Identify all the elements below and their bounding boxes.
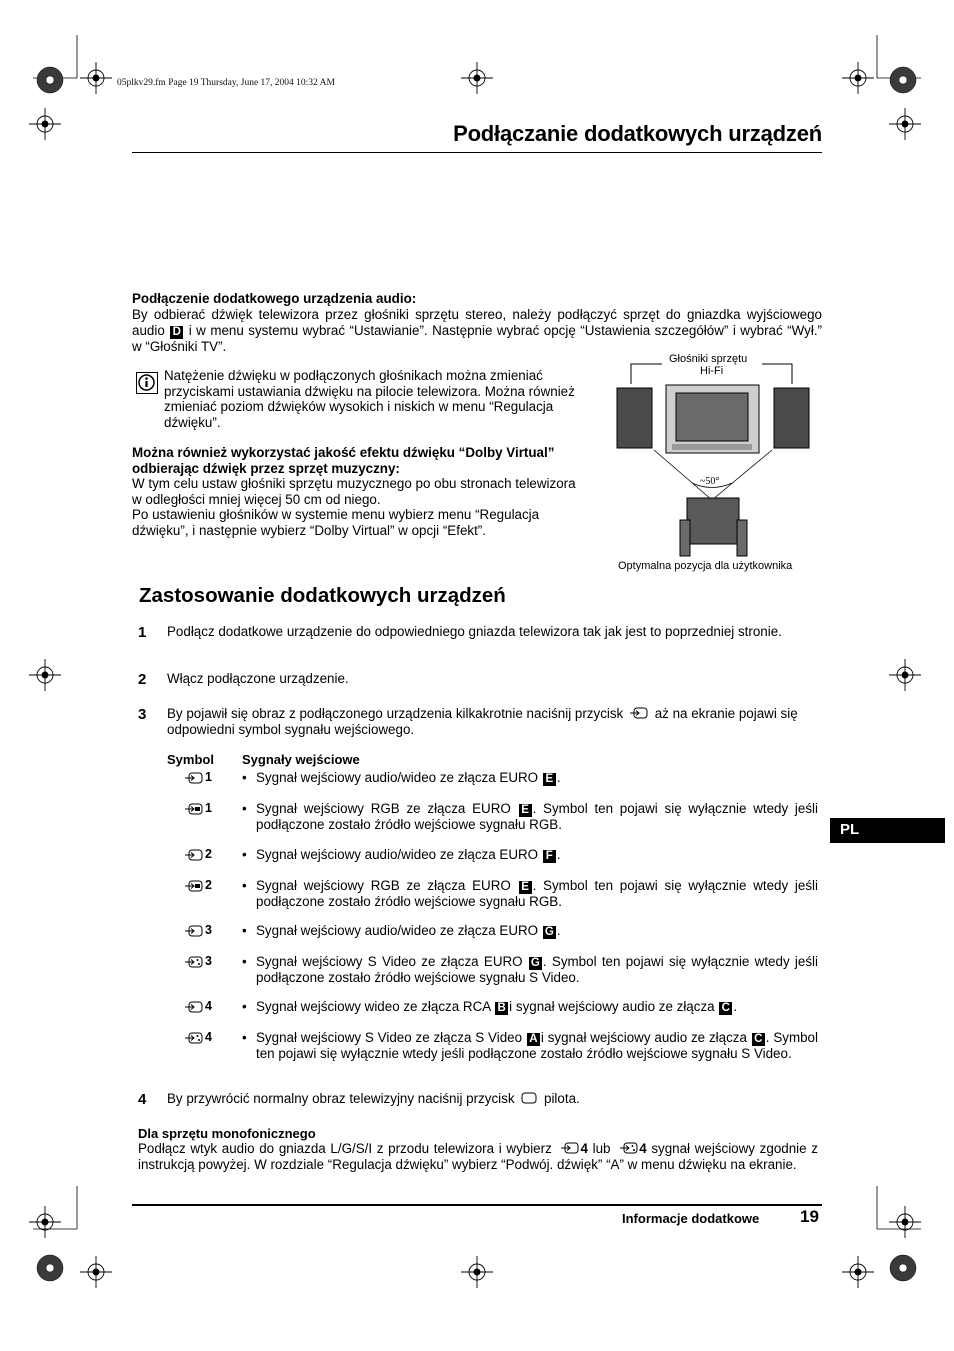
- jack-badge: F: [543, 850, 556, 863]
- av-input-icon: [560, 1142, 580, 1154]
- bullet: •: [242, 770, 247, 785]
- signal-text-b: i sygnał wejściowy audio ze złącza: [509, 999, 715, 1014]
- signal-text-a: Sygnał wejściowy S Video ze złącza EURO: [256, 954, 523, 969]
- dolby-heading: Można również wykorzystać jakość efektu dźwięku “Dolby Virtual” odbierając dźwięk przez sprzęt muzyczny:: [132, 445, 555, 476]
- signal-text-a: Sygnał wejściowy wideo ze złącza RCA: [256, 999, 491, 1014]
- signal-symbol-number: 2: [205, 878, 212, 892]
- signal-symbol: [184, 999, 214, 1015]
- signal-description: [256, 999, 818, 1015]
- signal-symbol: [184, 878, 214, 894]
- signal-description: [256, 1030, 818, 1062]
- figure-label-speakers-2: Hi-Fi: [700, 365, 724, 377]
- bullet: •: [242, 1030, 247, 1045]
- signal-symbol: [184, 1030, 214, 1046]
- signal-text-b: . Symbol ten pojawi się wyłącznie wtedy jeśli podłączone zostało źródło wejściowe sygnału RGB.: [256, 878, 818, 909]
- jack-badge: A: [527, 1033, 540, 1046]
- speaker-placement-figure: [612, 352, 817, 562]
- dolby-text-1: W tym celu ustaw głośniki sprzętu muzycznego po obu stronach telewizora w odległości mniej więcej 50 cm od niego.: [132, 476, 576, 507]
- signal-text-a: Sygnał wejściowy audio/wideo ze złącza EURO: [256, 770, 539, 785]
- jack-badge-2: C: [719, 1002, 732, 1015]
- mono-num-1: 4: [580, 1141, 588, 1156]
- bullet: •: [242, 878, 247, 893]
- mono-lub: lub: [592, 1141, 611, 1156]
- signal-description: [256, 847, 818, 863]
- signal-symbol-number: 4: [205, 999, 212, 1013]
- signal-symbol-number: 3: [205, 923, 212, 937]
- signal-text-b: i sygnał wejściowy audio ze złącza: [540, 1030, 747, 1045]
- signal-text-a: Sygnał wejściowy audio/wideo ze złącza EURO: [256, 923, 539, 938]
- svideo-input-icon: [184, 1032, 204, 1044]
- jack-badge: E: [543, 773, 556, 786]
- jack-d-badge: D: [170, 326, 183, 339]
- signal-text-b: . Symbol ten pojawi się wyłącznie wtedy jeśli podłączone zostało źródło wejściowe sygnału RGB.: [256, 801, 818, 832]
- signal-text-b: .: [556, 923, 561, 938]
- audio-paragraph-text-b: i w menu systemu wybrać “Ustawianie”. Następnie wybrać opcję “Ustawienia szczegółów” i wybrać “Wył.” w “Głośniki TV”.: [132, 322, 822, 354]
- mono-text-a: Podłącz wtyk audio do gniazda L/G/S/I z przodu telewizora i wybierz: [138, 1141, 552, 1156]
- figure-angle-label: ~50°: [700, 476, 720, 487]
- signal-text-b: . Symbol ten pojawi się wyłącznie wtedy jeśli podłączone zostało źródło wejściowe sygnału S Video.: [256, 954, 818, 985]
- page-number: 19: [800, 1207, 819, 1226]
- svideo-input-icon: [619, 1142, 639, 1154]
- bullet: •: [242, 999, 247, 1014]
- step-3-text-a: By pojawił się obraz z podłączonego urządzenia kilkakrotnie naciśnij przycisk: [167, 706, 624, 721]
- audio-paragraph: [132, 307, 822, 354]
- bullet: •: [242, 801, 247, 816]
- viewer-chair: [687, 498, 739, 544]
- signal-text-a: Sygnał wejściowy RGB ze złącza EURO: [256, 801, 511, 816]
- rgb-input-icon: [184, 880, 204, 892]
- footer-section-label: Informacje dodatkowe: [622, 1211, 760, 1226]
- signal-symbol-number: 1: [205, 770, 212, 784]
- jack-badge: G: [529, 957, 542, 970]
- figure-caption: Optymalna pozycja dla użytkownika: [618, 560, 793, 572]
- info-icon: [136, 372, 158, 394]
- tv-icon: [520, 1092, 538, 1104]
- step-3-number: 3: [138, 706, 147, 723]
- mono-num-2: 4: [639, 1141, 647, 1156]
- signal-description: [256, 801, 818, 833]
- step-1-text: Podłącz dodatkowe urządzenie do odpowiedniego gniazda telewizora tak jak jest to poprzedniej stronie.: [167, 624, 782, 639]
- signal-text-b: .: [556, 847, 561, 862]
- signal-symbol: [184, 801, 214, 817]
- step-1-number: 1: [138, 624, 147, 641]
- bullet: •: [242, 923, 247, 938]
- dolby-text-2: Po ustawieniu głośników w systemie menu wybierz menu “Regulacja dźwięku”, i następnie wybierz “Dolby Virtual” w opcji “Efekt”.: [132, 507, 540, 538]
- jack-badge: B: [495, 1002, 508, 1015]
- table-head-symbol: Symbol: [167, 752, 214, 767]
- signal-symbol-number: 1: [205, 801, 212, 815]
- av-input-icon: [184, 849, 204, 861]
- footer-rule: [132, 1204, 822, 1206]
- signal-description: [256, 770, 818, 786]
- bullet: •: [242, 847, 247, 862]
- left-speaker: [617, 388, 652, 448]
- signal-symbol: [184, 954, 214, 970]
- signal-symbol: [184, 770, 214, 786]
- figure-label-speakers-1: Głośniki sprzętu: [669, 353, 748, 365]
- rgb-input-icon: [184, 803, 204, 815]
- av-input-icon: [184, 1001, 204, 1013]
- step-2-number: 2: [138, 671, 147, 688]
- page-title: Podłączanie dodatkowych urządzeń: [453, 121, 822, 146]
- av-input-icon: [184, 925, 204, 937]
- signal-symbol-number: 3: [205, 954, 212, 968]
- table-head-signals: Sygnały wejściowe: [242, 752, 360, 767]
- input-select-icon: [629, 707, 649, 719]
- mono-text: [138, 1141, 818, 1172]
- svideo-input-icon: [184, 956, 204, 968]
- av-input-icon: [184, 772, 204, 784]
- mono-heading: Dla sprzętu monofonicznego: [138, 1126, 316, 1141]
- header-rule: [132, 152, 822, 153]
- jack-badge: E: [519, 804, 532, 817]
- signal-text-a: Sygnał wejściowy audio/wideo ze złącza EURO: [256, 847, 539, 862]
- step-4-text-b: pilota.: [544, 1091, 580, 1106]
- jack-badge-2: C: [752, 1033, 765, 1046]
- note-text: Natężenie dźwięku w podłączonych głośnikach można zmieniać przyciskami ustawiania dźwięku na pilocie telewizora. Można również zmieniać poziom dźwięków wysokich i niskich w menu “Regulacja dźwięku”.: [164, 368, 575, 430]
- signal-text-c: . Symbol ten pojawi się wyłącznie wtedy jeśli podłączone zostało źródło wejściowe sygnału S Video.: [256, 1030, 818, 1061]
- step-4-text: [167, 1091, 818, 1107]
- signal-text-a: Sygnał wejściowy S Video ze złącza S Video: [256, 1030, 523, 1045]
- step-3-text-b: aż na ekranie pojawi się odpowiedni symbol sygnału wejściowego.: [167, 706, 798, 737]
- audio-heading: Podłączenie dodatkowego urządzenia audio:: [132, 291, 417, 306]
- signal-text-c: .: [733, 999, 738, 1014]
- jack-badge: E: [519, 881, 532, 894]
- step-4-text-a: By przywrócić normalny obraz telewizyjny naciśnij przycisk: [167, 1091, 515, 1106]
- audio-paragraph-text-a: By odbierać dźwięk telewizora przez głośniki sprzętu stereo, należy podłączyć sprzęt do gniazdka wyjściowego audio: [132, 307, 822, 338]
- jack-badge: G: [543, 926, 556, 939]
- signal-symbol: [184, 847, 214, 863]
- step-2-text: Włącz podłączone urządzenie.: [167, 671, 349, 686]
- signal-description: [256, 923, 818, 939]
- right-speaker: [774, 388, 809, 448]
- signal-text-a: Sygnał wejściowy RGB ze złącza EURO: [256, 878, 511, 893]
- step-3-text: [167, 706, 818, 737]
- signal-description: [256, 954, 818, 986]
- file-slug: 05plkv29.fm Page 19 Thursday, June 17, 2004 10:32 AM: [117, 78, 335, 88]
- signal-symbol-number: 4: [205, 1030, 212, 1044]
- signal-symbol-number: 2: [205, 847, 212, 861]
- signal-text-b: .: [556, 770, 561, 785]
- step-4-number: 4: [138, 1091, 147, 1108]
- language-tab-label: PL: [840, 821, 860, 838]
- bullet: •: [242, 954, 247, 969]
- section-heading: Zastosowanie dodatkowych urządzeń: [139, 584, 506, 607]
- signal-description: [256, 878, 818, 910]
- signal-symbol: [184, 923, 214, 939]
- mono-text-b: sygnał wejściowy zgodnie z instrukcją powyżej. W rozdziale “Regulacja dźwięku” wybierz “Podwój. dźwięk” “A” w menu dźwięku na ekranie.: [138, 1141, 818, 1172]
- language-tab: [830, 818, 945, 843]
